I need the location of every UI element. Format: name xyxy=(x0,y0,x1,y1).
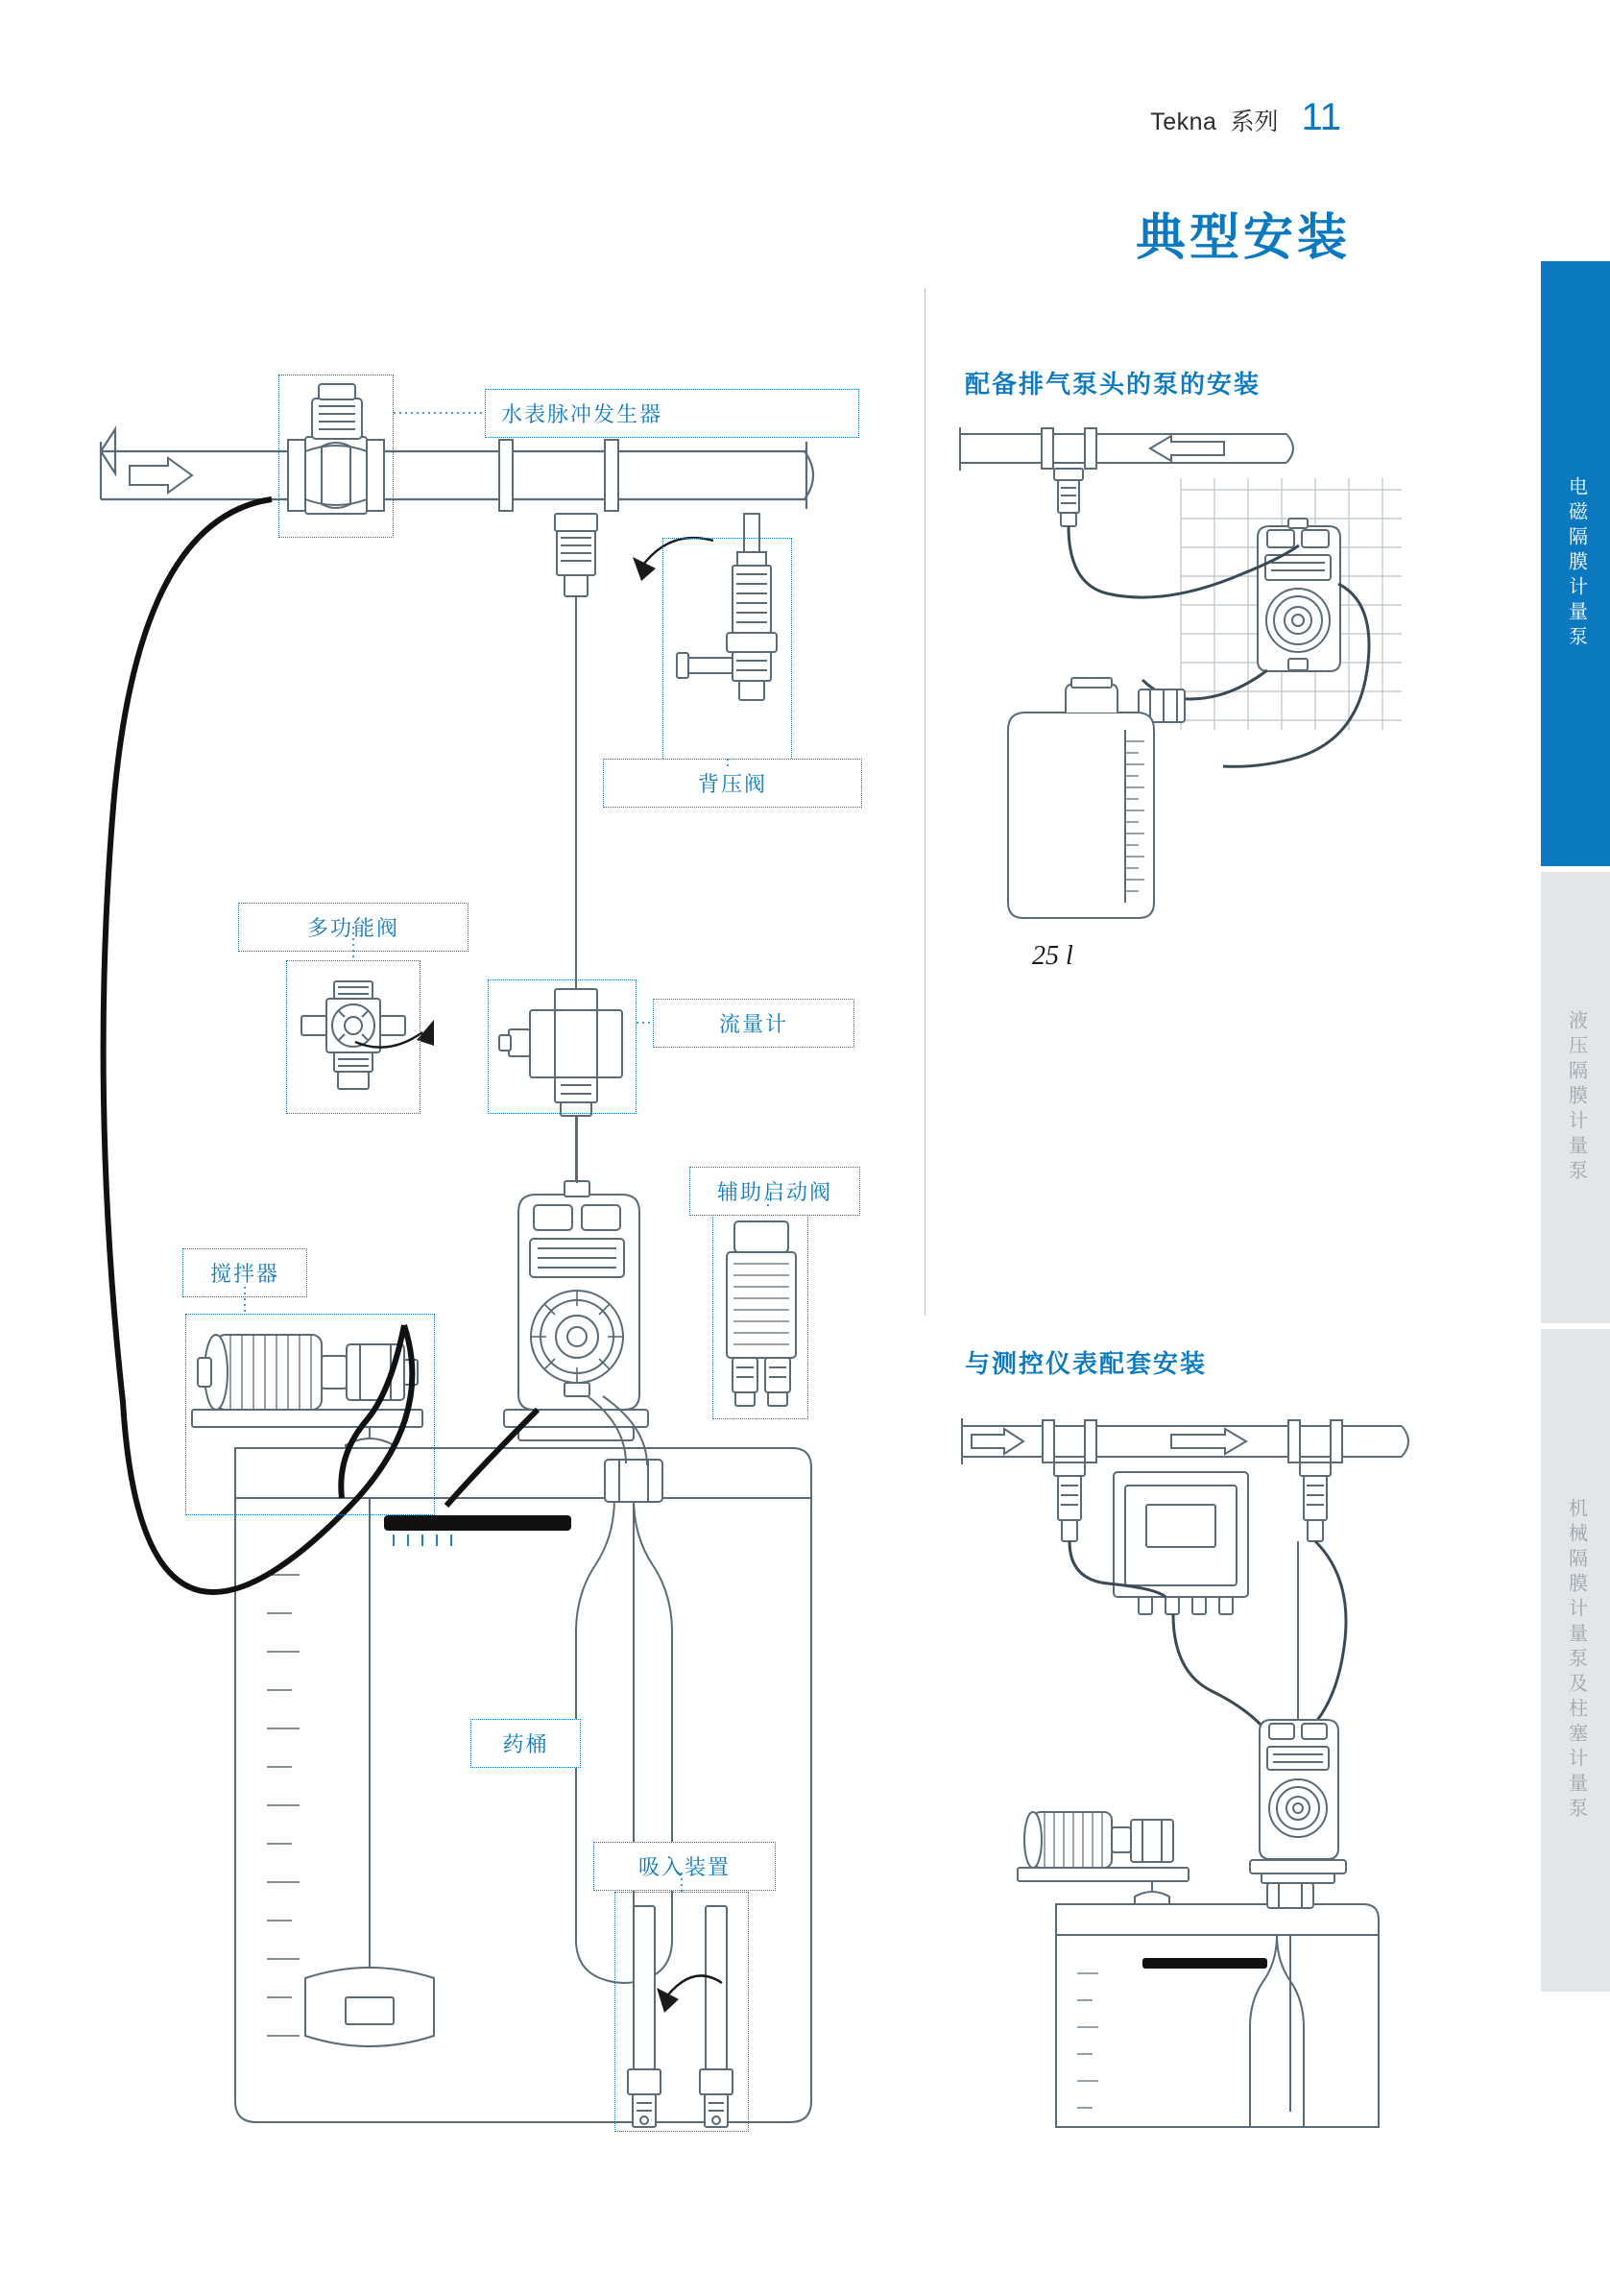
series-label: 系列 xyxy=(1230,109,1279,135)
callout-chemical-tank: 药桶 xyxy=(470,1719,581,1768)
callout-auxiliary-start-valve: 辅助启动阀 xyxy=(689,1167,860,1216)
section-heading-degassing: 配备排气泵头的泵的安装 xyxy=(965,370,1262,399)
jerrycan-volume-label: 25 l xyxy=(1032,941,1073,971)
callout-back-pressure-valve: 背压阀 xyxy=(603,759,862,808)
degassing-installation-figure xyxy=(950,413,1450,1013)
callout-flow-meter: 流量计 xyxy=(653,999,854,1048)
brand-name: Tekna xyxy=(1150,109,1217,135)
callout-water-meter: 水表脉冲发生器 xyxy=(485,389,859,438)
callout-suction-device: 吸入装置 xyxy=(593,1842,776,1891)
jerrycan xyxy=(1008,678,1154,918)
side-tab-hydraulic[interactable]: 液压隔膜计量泵 xyxy=(1541,872,1610,1323)
callout-multifunction-valve: 多功能阀 xyxy=(238,903,469,952)
side-tab-mechanical[interactable]: 机械隔膜计量泵及柱塞计量泵 xyxy=(1541,1329,1610,1992)
degassing-pump xyxy=(1258,519,1340,671)
instrument-level-probe xyxy=(1142,1958,1267,1969)
callout-agitator: 搅拌器 xyxy=(182,1248,307,1297)
page-number: 11 xyxy=(1301,96,1341,138)
instrument-pump xyxy=(1250,1720,1346,1883)
page-header xyxy=(1150,96,1341,139)
side-tab-group xyxy=(1541,261,1610,1997)
side-tab-solenoid[interactable]: 电磁隔膜计量泵 xyxy=(1541,261,1610,866)
controller-box xyxy=(1114,1472,1248,1614)
instrument-tank xyxy=(1056,1883,1379,2127)
page-title: 典型安装 xyxy=(1135,210,1351,266)
instrument-installation-figure xyxy=(950,1397,1450,2132)
section-heading-instrument: 与测控仪表配套安装 xyxy=(965,1349,1208,1378)
